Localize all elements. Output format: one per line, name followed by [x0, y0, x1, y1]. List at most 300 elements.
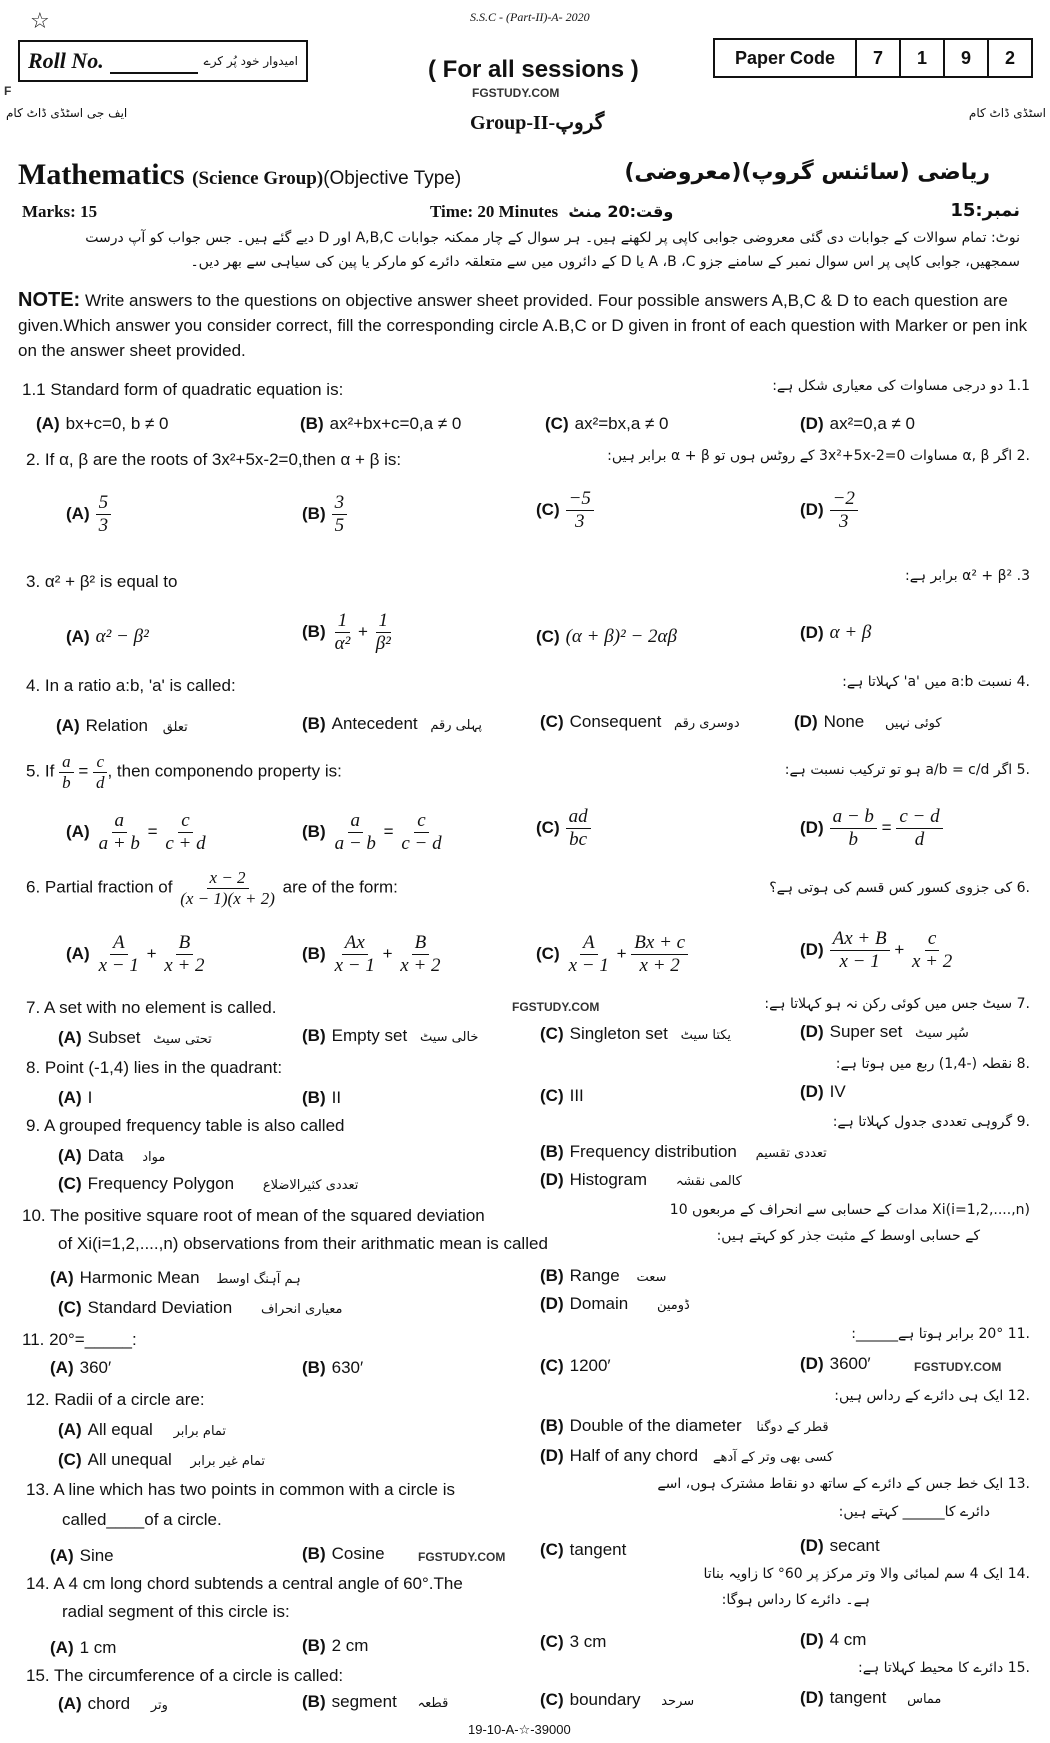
time-urdu: وقت:20 منٹ: [568, 202, 674, 221]
option-urdu: سُپر سیٹ: [915, 1026, 969, 1041]
numerator: Bx + c: [631, 932, 688, 955]
plus-sign: +: [382, 943, 393, 963]
question-14-urdu-line2: ہے۔ دائرے کا رداس ہوگا:: [721, 1592, 870, 1608]
option-text: ax²+bx+c=0,a ≠ 0: [329, 414, 462, 433]
option-letter: (D): [794, 712, 818, 731]
option-letter: (D): [800, 817, 824, 837]
option-letter: (A): [66, 943, 90, 963]
option-C[interactable]: [536, 806, 591, 851]
star-icon: ☆: [30, 8, 50, 33]
option-D[interactable]: [800, 1354, 871, 1374]
numerator: ad: [566, 806, 591, 829]
option-text: 630′: [331, 1358, 364, 1377]
numerator: c − d: [896, 806, 942, 829]
option-A[interactable]: [50, 1638, 116, 1658]
question-8: 8. Point (-1,4) lies in the quadrant:: [26, 1058, 283, 1077]
option-urdu: پہلی رقم: [430, 718, 483, 733]
option-urdu: کسی بھی وتر کے آدھے: [712, 1450, 834, 1465]
option-text: Half of any chord: [569, 1446, 699, 1465]
option-letter: (B): [302, 621, 326, 641]
option-text: Subset: [87, 1028, 141, 1047]
option-letter: (C): [540, 1086, 564, 1105]
option-letter: (B): [302, 1088, 326, 1107]
option-D[interactable]: [800, 1688, 941, 1708]
option-text: All unequal: [87, 1450, 172, 1469]
question-10: 10. The positive square root of mean of the squared deviation: [22, 1206, 485, 1225]
option-D[interactable]: [800, 1536, 880, 1556]
question-1: 1.1 Standard form of quadratic equation is:: [22, 380, 344, 399]
denominator: d: [95, 772, 105, 792]
question-10-urdu-line2: کے حسابی اوسط کے مثبت جذر کو کہتے ہیں:: [716, 1228, 980, 1244]
question-2: 2. If α, β are the roots of 3x²+5x-2=0,then α + β is:: [26, 450, 402, 469]
option-text: ax²=bx,a ≠ 0: [574, 414, 669, 433]
option-A[interactable]: [36, 414, 169, 434]
numerator: a: [112, 810, 128, 833]
option-letter: (B): [302, 1636, 326, 1655]
option-letter: (B): [540, 1142, 564, 1161]
option-text: chord: [87, 1694, 131, 1713]
option-letter: (D): [800, 499, 824, 519]
option-letter: (B): [302, 1358, 326, 1377]
numerator: a − b: [830, 806, 877, 829]
option-C[interactable]: [540, 1356, 611, 1376]
numerator: 3: [332, 492, 348, 515]
option-text: Domain: [569, 1294, 629, 1313]
option-B[interactable]: [302, 1088, 341, 1108]
question-10-line2: of Xi(i=1,2,....,n) observations from their arithmatic mean is called: [58, 1234, 548, 1253]
option-text: 360′: [79, 1358, 112, 1377]
paper-code-label: Paper Code: [734, 47, 836, 68]
option-urdu: تحتی سیٹ: [153, 1032, 212, 1047]
option-urdu: قطعہ: [417, 1696, 449, 1711]
option-text: ax²=0,a ≠ 0: [829, 414, 916, 433]
question-13-urdu: .13 ایک خط جس کے دائرے کے ساتھ دو نقاط مشترک ہوں، اسے: [657, 1476, 1030, 1492]
option-C[interactable]: [540, 1540, 626, 1560]
denominator: 5: [334, 514, 345, 536]
option-letter: (C): [540, 1540, 564, 1559]
option-C[interactable]: [540, 1632, 606, 1652]
plus-sign: +: [358, 621, 368, 641]
numerator: a: [59, 752, 74, 773]
option-letter: (D): [800, 1354, 824, 1373]
subject-group: (Science Group): [192, 168, 324, 189]
q5-suffix: , then componendo property is:: [107, 761, 342, 781]
paper-code-digit: 7: [855, 40, 899, 76]
option-B[interactable]: [302, 1026, 478, 1046]
option-letter: (A): [66, 503, 90, 523]
option-text: bx+c=0, b ≠ 0: [65, 414, 169, 433]
numerator: 5: [96, 492, 112, 515]
question-14-urdu: .14 ایک 4 سم لمبائی والا وتر مرکز پر 60° کا زاویہ بناتا: [703, 1566, 1030, 1582]
option-text: (α + β)² − 2αβ: [565, 626, 677, 647]
question-1-urdu: 1.1 دو درجی مساوات کی معیاری شکل ہے:: [772, 378, 1030, 394]
option-text: III: [569, 1086, 584, 1105]
option-text: Sine: [79, 1546, 114, 1565]
watermark-fgstudy: FGSTUDY.COM: [472, 86, 560, 100]
question-10-urdu: Xi(i=1,2,....,n) مدات کے حسابی سے انحراف کے مربعوں 10: [669, 1202, 1030, 1218]
option-D[interactable]: [540, 1294, 690, 1314]
option-text: Standard Deviation: [87, 1298, 233, 1317]
option-A[interactable]: [50, 1358, 111, 1378]
option-letter: (D): [800, 1536, 824, 1555]
option-letter: (A): [56, 716, 80, 735]
time-en: Time: 20 Minutes: [430, 202, 559, 221]
option-letter: (A): [58, 1028, 82, 1047]
paper-footer-code: 19-10-A-☆-39000: [468, 1722, 571, 1737]
option-C[interactable]: [540, 1024, 731, 1044]
numerator: −2: [830, 488, 858, 511]
subject-type: (Objective Type): [323, 168, 462, 189]
numerator: c: [925, 928, 939, 951]
question-3-urdu: 3. α² + β² برابر ہے:: [904, 568, 1030, 584]
equals-sign: =: [881, 817, 892, 837]
group-title: Group-II-گروپ: [470, 112, 605, 134]
option-letter: (C): [540, 1024, 564, 1043]
option-B[interactable]: [302, 932, 444, 977]
option-text: 2 cm: [331, 1636, 369, 1655]
option-urdu: تمام برابر: [173, 1424, 227, 1439]
option-letter: (D): [800, 1082, 824, 1101]
denominator: x − 1: [568, 954, 609, 976]
option-text: Consequent: [569, 712, 662, 731]
option-text: I: [87, 1088, 93, 1107]
question-12: 12. Radii of a circle are:: [26, 1390, 205, 1409]
paper-code-digit: 9: [943, 40, 987, 76]
option-D[interactable]: [800, 488, 858, 533]
option-letter: (B): [302, 714, 326, 733]
q6-prefix: 6. Partial fraction of: [26, 877, 173, 897]
question-2-urdu: .2 اگر α, β مساوات 3x²+5x-2=0 کے روٹس ہوں تو α + β برابر ہیں:: [607, 448, 1030, 464]
option-urdu: سرحد: [661, 1694, 695, 1709]
subject-title: [18, 158, 461, 192]
option-letter: (B): [302, 943, 326, 963]
option-text: α² − β²: [95, 626, 149, 647]
numerator: Ax: [342, 932, 368, 955]
paper-code-digit: 2: [987, 40, 1031, 76]
paper-code-digit: 1: [899, 40, 943, 76]
roll-number-box[interactable]: [18, 40, 308, 82]
option-urdu: تعددی تقسیم: [755, 1146, 827, 1161]
option-text: Antecedent: [331, 714, 418, 733]
option-letter: (C): [58, 1450, 82, 1469]
option-text: secant: [829, 1536, 880, 1555]
option-letter: (D): [800, 1688, 824, 1707]
option-text: Empty set: [331, 1026, 408, 1045]
option-B[interactable]: [540, 1266, 666, 1286]
option-urdu: تعددی کثیرالاضلاع: [262, 1178, 359, 1193]
option-text: None: [823, 712, 865, 731]
option-urdu: قطر کے دوگنا: [756, 1420, 829, 1435]
option-letter: (A): [50, 1638, 74, 1657]
watermark-fgstudy: F: [4, 84, 12, 98]
note-english: [18, 288, 1028, 363]
question-4-urdu: .4 نسبت a:b میں 'a' کہلاتا ہے:: [842, 674, 1030, 690]
equals-sign: =: [147, 821, 158, 841]
numerator: c: [178, 810, 192, 833]
denominator: x + 2: [639, 954, 680, 976]
option-urdu: ہم آہنگ اوسط: [216, 1272, 301, 1287]
option-C[interactable]: [536, 488, 594, 533]
denominator: x + 2: [911, 950, 953, 972]
option-letter: (B): [302, 1692, 326, 1711]
option-letter: (B): [300, 414, 324, 433]
option-D[interactable]: [800, 806, 943, 851]
question-12-urdu: .12 ایک ہی دائرے کے رداس ہیں:: [834, 1388, 1030, 1404]
plus-sign: +: [146, 943, 157, 963]
option-urdu: دوسری رقم: [674, 716, 740, 731]
option-letter: (C): [540, 712, 564, 731]
question-6-urdu: .6 کی جزوی کسور کس قسم کی ہوتی ہے؟: [769, 880, 1030, 896]
q6-suffix: are of the form:: [282, 877, 398, 897]
option-C[interactable]: [58, 1174, 358, 1194]
time: [430, 202, 673, 222]
option-letter: (C): [58, 1174, 82, 1193]
question-13-urdu-line2: دائرے کا______ کہتے ہیں:: [838, 1504, 990, 1520]
option-B[interactable]: [302, 1358, 363, 1378]
option-C[interactable]: [58, 1298, 343, 1318]
denominator: c + d: [165, 832, 206, 854]
numerator: 1: [335, 610, 351, 633]
option-B[interactable]: [540, 1142, 827, 1162]
denominator: d: [914, 828, 925, 850]
option-B[interactable]: [302, 1544, 385, 1564]
option-B[interactable]: [302, 492, 347, 537]
option-letter: (A): [66, 627, 90, 646]
option-letter: (A): [58, 1420, 82, 1439]
option-text: Histogram: [569, 1170, 648, 1189]
plus-sign: +: [894, 939, 905, 959]
option-urdu: خالی سیٹ: [419, 1030, 479, 1045]
denominator: x − 1: [98, 954, 139, 976]
numerator: B: [176, 932, 194, 955]
option-text: Relation: [85, 716, 148, 735]
option-D[interactable]: [800, 414, 915, 434]
option-letter: (C): [540, 1690, 564, 1709]
watermark-fgstudy: FGSTUDY.COM: [418, 1550, 506, 1564]
option-letter: (B): [302, 821, 326, 841]
option-B[interactable]: [302, 1692, 448, 1712]
option-urdu: کوئی نہیں: [884, 716, 942, 731]
option-A[interactable]: [58, 1420, 226, 1440]
option-text: tangent: [829, 1688, 887, 1707]
plus-sign: +: [616, 943, 627, 963]
option-B[interactable]: [302, 610, 394, 655]
option-letter: (C): [536, 943, 560, 963]
option-D[interactable]: [800, 622, 871, 644]
option-letter: (A): [58, 1146, 82, 1165]
option-text: boundary: [569, 1690, 641, 1709]
option-C[interactable]: [536, 932, 688, 977]
option-text: IV: [829, 1082, 846, 1101]
marks-urdu: نمبر:15: [950, 200, 1020, 221]
sessions-title: ( For all sessions ): [428, 56, 639, 83]
numerator: A: [110, 932, 128, 955]
option-D[interactable]: [800, 1022, 969, 1042]
option-text: 1 cm: [79, 1638, 117, 1657]
option-letter: (B): [540, 1266, 564, 1285]
question-5-urdu: .5 اگر a/b = c/d ہو تو ترکیب نسبت ہے:: [784, 762, 1030, 778]
question-4: 4. In a ratio a:b, 'a' is called:: [26, 676, 236, 695]
option-text: Frequency distribution: [569, 1142, 737, 1161]
denominator: α²: [334, 632, 351, 654]
option-letter: (B): [540, 1416, 564, 1435]
option-letter: (C): [58, 1298, 82, 1317]
numerator: −5: [566, 488, 594, 511]
option-letter: (C): [540, 1356, 564, 1375]
option-urdu: وتر: [150, 1698, 168, 1713]
option-B[interactable]: [302, 810, 445, 855]
numerator: a: [348, 810, 364, 833]
denominator: c − d: [401, 832, 442, 854]
denominator: x + 2: [400, 954, 441, 976]
option-text: 3600′: [829, 1354, 871, 1373]
option-D[interactable]: [800, 1082, 846, 1102]
option-text: Singleton set: [569, 1024, 668, 1043]
option-A[interactable]: [58, 1694, 168, 1714]
equals-sign: =: [383, 821, 394, 841]
paper-code-box: [713, 38, 1033, 78]
option-D[interactable]: [800, 928, 955, 973]
option-A[interactable]: [58, 1088, 92, 1108]
option-text: Frequency Polygon: [87, 1174, 235, 1193]
option-A[interactable]: [50, 1546, 114, 1566]
question-6: [26, 868, 398, 908]
option-letter: (C): [536, 499, 560, 519]
option-letter: (D): [540, 1170, 564, 1189]
option-urdu: تمام غیر برابر: [190, 1454, 265, 1469]
option-A[interactable]: [66, 492, 111, 537]
option-B[interactable]: [300, 414, 461, 434]
question-7-urdu: .7 سیٹ جس میں کوئی رکن نہ ہو کہلاتا ہے:: [764, 996, 1030, 1012]
question-14: 14. A 4 cm long chord subtends a central angle of 60°.The: [26, 1574, 463, 1593]
note-urdu: نوٹ: تمام سوالات کے جوابات دی گئی معروضی جوابی کاپی پر لکھنے ہیں۔ ہر سوال کے چار ممکنہ جوابات A,B,C اور D دیے گئے ہیں۔ جس جواب کو آپ درست سمجھیں، جوابی کاپی پر اس سوال نمبر کے سامنے جزو A ،B ،C یا D کے دائروں میں سے متعلقہ دائرے کو مارکر یا پین کی سیاہی سے بھر دیں۔: [85, 230, 1020, 270]
option-B[interactable]: [540, 1416, 829, 1436]
question-7: 7. A set with no element is called.: [26, 998, 277, 1017]
option-text: α + β: [829, 622, 872, 643]
option-C[interactable]: [540, 1086, 584, 1106]
denominator: bc: [569, 828, 588, 850]
question-9-urdu: .9 گروہی تعددی جدول کہلاتا ہے:: [832, 1114, 1030, 1130]
denominator: b: [848, 828, 859, 850]
roll-input-line[interactable]: [110, 48, 198, 74]
denominator: a + b: [98, 832, 140, 854]
denominator: (x − 1)(x + 2): [180, 888, 275, 908]
option-D[interactable]: [800, 1630, 866, 1650]
numerator: A: [580, 932, 598, 955]
option-C[interactable]: [540, 712, 740, 732]
question-13-line2: called____of a circle.: [62, 1510, 222, 1529]
note-text: Write answers to the questions on objective answer sheet provided. Four possible answers A,B,C & D to each question are given.Which answer you consider correct, fill the corresponding circle A.B,C or D given in front of each question with Marker or pen ink on the answer sheet provided.: [18, 291, 1028, 360]
option-C[interactable]: [536, 626, 677, 648]
option-text: All equal: [87, 1420, 153, 1439]
option-letter: (D): [800, 414, 824, 433]
numerator: x − 2: [207, 868, 249, 889]
question-9: 9. A grouped frequency table is also called: [26, 1116, 345, 1135]
option-C[interactable]: [58, 1450, 265, 1470]
question-11-urdu: .11 20° برابر ہوتا ہے______:: [851, 1326, 1030, 1342]
note-label: NOTE:: [18, 289, 81, 311]
denominator: 3: [98, 514, 109, 536]
option-letter: (A): [58, 1088, 82, 1107]
denominator: 3: [839, 510, 849, 532]
option-letter: (C): [545, 414, 569, 433]
numerator: Ax + B: [830, 928, 890, 951]
option-text: II: [331, 1088, 342, 1107]
option-letter: (D): [540, 1294, 564, 1313]
numerator: c: [414, 810, 428, 833]
question-13: 13. A line which has two points in common with a circle is: [26, 1480, 455, 1499]
option-text: Cosine: [331, 1544, 385, 1563]
option-text: Double of the diameter: [569, 1416, 742, 1435]
denominator: x − 1: [839, 950, 880, 972]
marks: Marks: 15: [22, 202, 98, 221]
option-letter: (B): [302, 1544, 326, 1563]
option-letter: (A): [66, 821, 90, 841]
exam-line: S.S.C - (Part-II)-A- 2020: [470, 10, 590, 24]
option-A[interactable]: [66, 810, 209, 855]
numerator: c: [93, 752, 107, 773]
option-D[interactable]: [540, 1170, 742, 1190]
question-14-line2: radial segment of this circle is:: [62, 1602, 290, 1621]
option-letter: (A): [36, 414, 60, 433]
option-letter: (C): [540, 1632, 564, 1651]
option-text: Data: [87, 1146, 124, 1165]
option-text: Super set: [829, 1022, 903, 1041]
urdu-site-right: اسٹڈی ڈاٹ کام: [968, 106, 1046, 120]
option-urdu: معیاری انحراف: [260, 1302, 343, 1317]
roll-label: Roll No.: [28, 48, 104, 73]
option-letter: (D): [540, 1446, 564, 1465]
option-text: 3 cm: [569, 1632, 607, 1651]
watermark-fgstudy: FGSTUDY.COM: [512, 1000, 600, 1014]
subject-name: Mathematics: [18, 158, 185, 191]
option-B[interactable]: [302, 1636, 368, 1656]
option-urdu: تعلق: [162, 720, 188, 735]
question-15: 15. The circumference of a circle is called:: [26, 1666, 344, 1685]
option-B[interactable]: [302, 714, 482, 734]
option-letter: (D): [800, 1022, 824, 1041]
option-D[interactable]: [794, 712, 942, 732]
option-C[interactable]: [545, 414, 669, 434]
question-5: 5. If $\frac{a}{b}$ = $\frac{c}{d}$ , then componendo property is:: [26, 752, 342, 792]
option-letter: (A): [50, 1268, 74, 1287]
q5-prefix: 5. If: [26, 761, 55, 781]
option-A[interactable]: [50, 1268, 301, 1288]
option-text: segment: [331, 1692, 397, 1711]
denominator: 3: [575, 510, 585, 532]
option-urdu: ڈومین: [656, 1298, 690, 1313]
option-urdu: سعت: [636, 1270, 667, 1285]
option-urdu: مماس: [907, 1692, 942, 1707]
option-A[interactable]: [58, 1028, 212, 1048]
option-letter: (A): [50, 1358, 74, 1377]
option-letter: (C): [536, 627, 560, 646]
urdu-site-left: ایف جی اسٹڈی ڈاٹ کام: [6, 106, 128, 120]
option-A[interactable]: [66, 932, 208, 977]
numerator: B: [412, 932, 430, 955]
option-letter: (A): [58, 1694, 82, 1713]
option-letter: (B): [302, 503, 326, 523]
option-A[interactable]: [66, 626, 149, 648]
denominator: x − 1: [334, 954, 375, 976]
option-urdu: کالمی نقشہ: [675, 1174, 742, 1189]
option-D[interactable]: [540, 1446, 833, 1466]
option-C[interactable]: [540, 1690, 694, 1710]
option-text: tangent: [569, 1540, 627, 1559]
option-A[interactable]: [56, 716, 188, 736]
option-letter: (B): [302, 1026, 326, 1045]
option-A[interactable]: [58, 1146, 165, 1166]
